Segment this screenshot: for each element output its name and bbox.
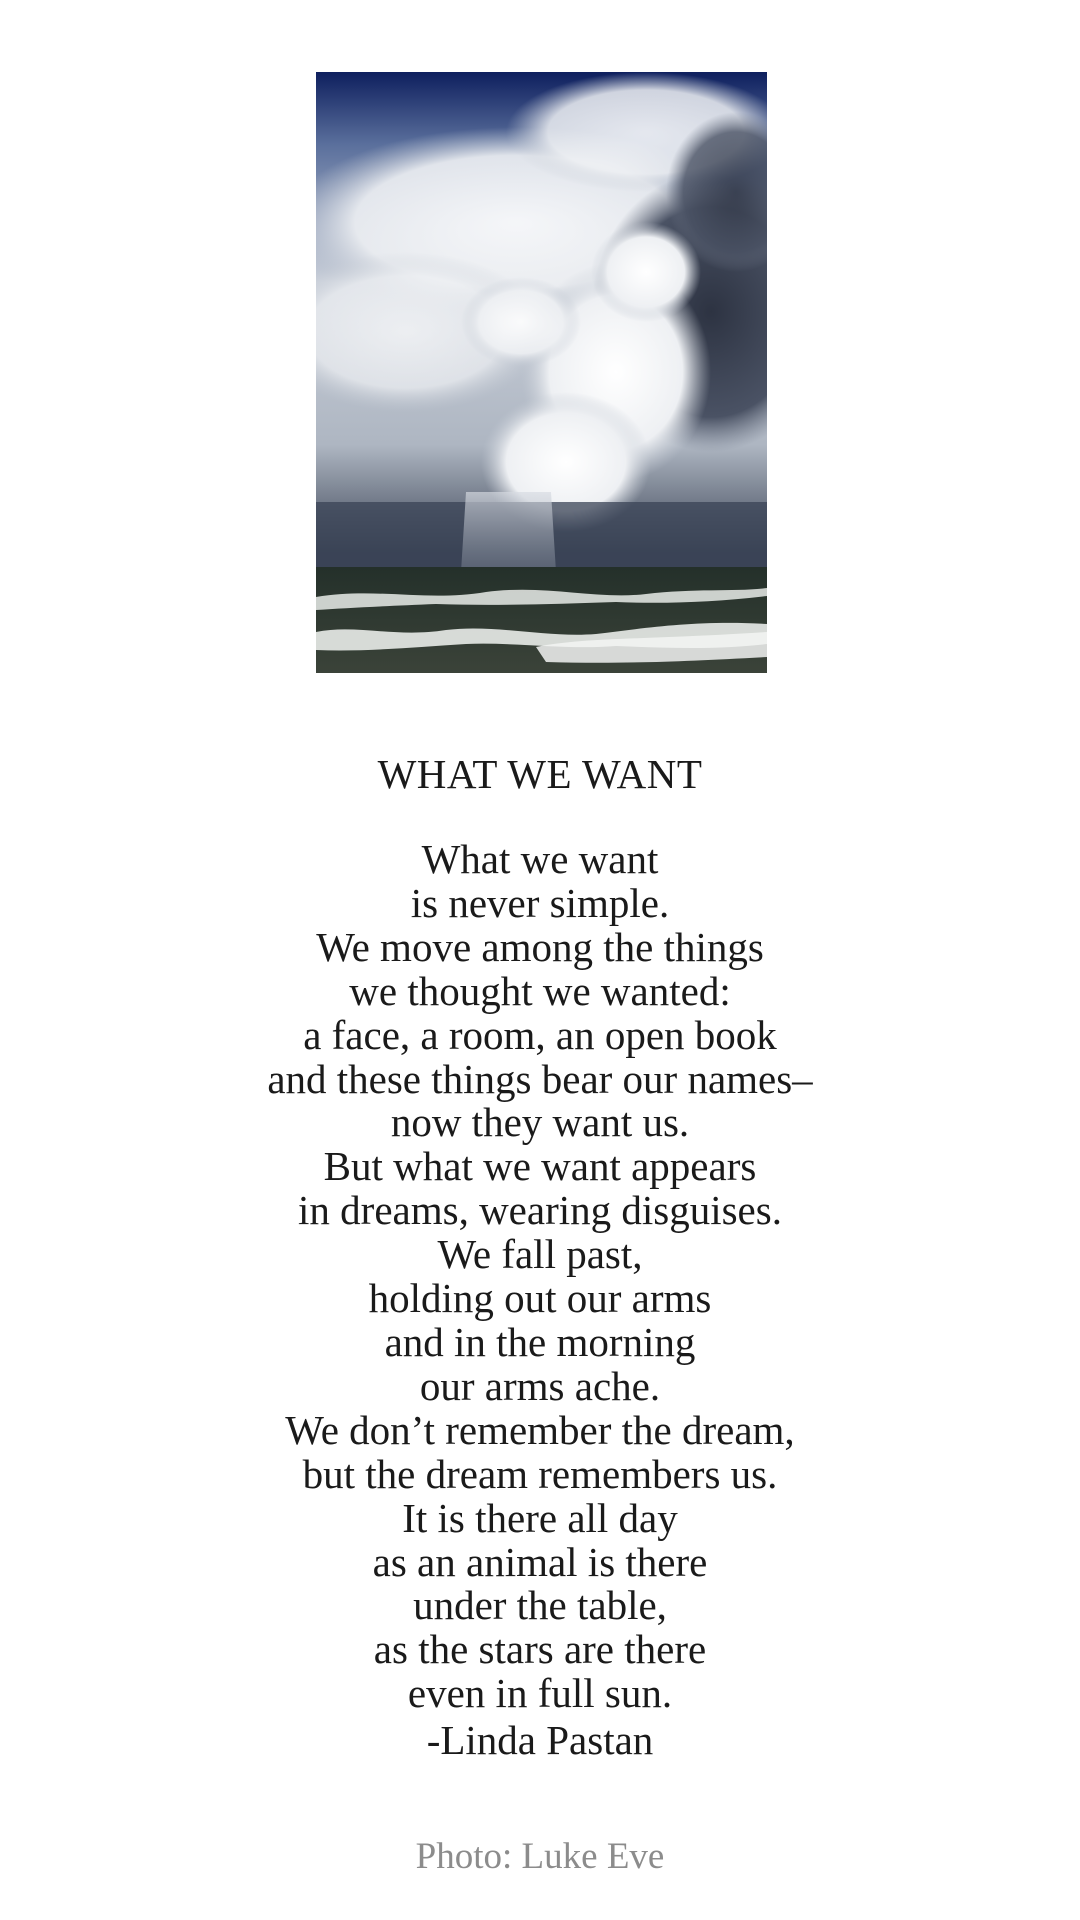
poem-line: now they want us. <box>390 1099 690 1146</box>
poem-line: It is there all day <box>402 1494 678 1541</box>
poem-line: and in the morning <box>384 1318 696 1365</box>
poem-line: But what we want appears <box>323 1143 757 1190</box>
poem-line: and these things bear our names– <box>267 1055 813 1102</box>
poem-line: our arms ache. <box>419 1362 661 1409</box>
poem-line: even in full sun. <box>407 1670 673 1717</box>
poem-line: is never simple. <box>410 879 670 926</box>
poem-line: holding out our arms <box>368 1275 712 1322</box>
poem-line: we thought we wanted: <box>349 967 731 1014</box>
poem-line: but the dream remembers us. <box>302 1450 778 1497</box>
poem-author: -Linda Pastan <box>426 1717 654 1763</box>
poem-line: in dreams, wearing disguises. <box>298 1187 782 1234</box>
poem-line: as an animal is there <box>372 1538 708 1585</box>
poem-line: We don’t remember the dream, <box>285 1406 795 1453</box>
photo-credit: Photo: Luke Eve <box>415 1836 665 1877</box>
poem-line: under the table, <box>413 1582 667 1629</box>
poem-line: We move among the things <box>316 923 764 970</box>
poem-title: WHAT WE WANT <box>377 751 703 797</box>
storm-photo <box>316 72 767 673</box>
poem-line: What we want <box>421 836 659 882</box>
poem-line: as the stars are there <box>373 1626 707 1673</box>
poem-line: We fall past, <box>437 1231 643 1278</box>
storm-clouds-image <box>316 72 767 673</box>
poem-body <box>0 838 1080 1716</box>
poem-line: a face, a room, an open book <box>303 1011 777 1058</box>
